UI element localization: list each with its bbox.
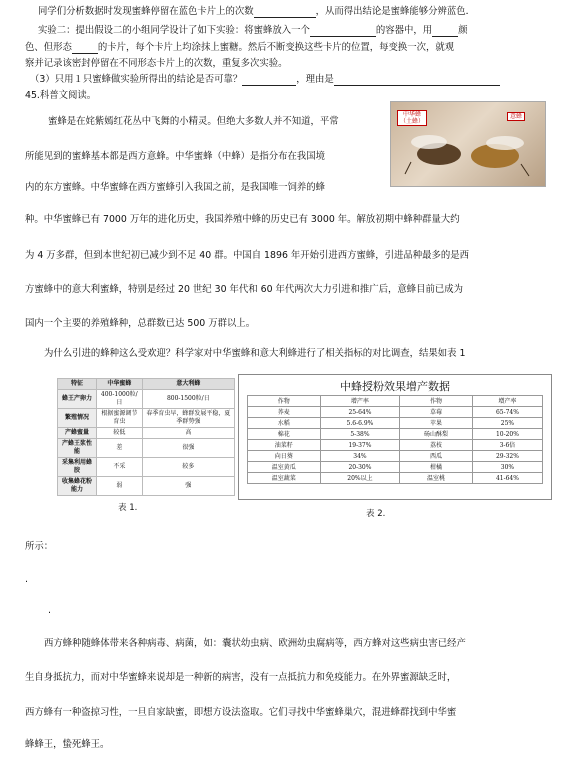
table-cell: 20-30%: [320, 462, 400, 473]
table-cell: 5.6-6.9%: [320, 418, 400, 429]
text-line-5: [30, 74, 500, 86]
table-row: [248, 429, 543, 440]
passage-line: 国内一个主要的养殖蜂种，总群数已达 500 万群以上。: [25, 318, 256, 329]
table-cell: 弱: [96, 477, 142, 496]
passage-line: 方蜜蜂中的意大利蜜蜂，特别是经过 20 世纪 30 年代和 60 年代两次大力引进和推广后，意蜂目前已成为: [25, 284, 464, 295]
table-cell: 砀山酥梨: [400, 429, 473, 440]
table-cell: 65-74%: [472, 407, 542, 418]
text-line-1: [38, 6, 475, 18]
text: ，理由是: [296, 74, 334, 85]
question-line: 为什么引进的蜂种这么受欢迎？科学家对中华蜜蜂和意大利蜂进行了相关指标的对比调查，结果如表 1: [44, 348, 466, 359]
comparison-table: [57, 378, 235, 496]
text: 颜: [458, 25, 468, 36]
text: ，从而得出结论是蜜蜂能够分辨蓝色．: [315, 6, 476, 17]
passage-line: 西方蜂种随蜂体带来各种病毒、病菌，如：囊状幼虫病、欧洲幼虫腐病等，西方蜂对这些病虫害已经产: [44, 638, 466, 649]
passage-line: 蜂蜂王，蛰死蜂王。: [25, 739, 110, 750]
table-cell: 苹果: [400, 418, 473, 429]
section-heading: 45.科普文阅读。: [25, 90, 97, 101]
table-cell: 柑橘: [400, 462, 473, 473]
blank[interactable]: [432, 26, 458, 37]
table-cell: 41-64%: [472, 473, 542, 484]
bee-label-left: 中华蜂 （土蜂）: [397, 110, 427, 126]
table-cell: 温室蔬菜: [248, 473, 321, 484]
table-cell: 不采: [96, 458, 142, 477]
table-cell: 3-6倍: [472, 440, 542, 451]
text-line-4: 察并记录该密封停留在不同形态卡片上的次数，重复多次实验。: [25, 58, 288, 69]
table-cell: 温室桃: [400, 473, 473, 484]
table-cell: 温室黄瓜: [248, 462, 321, 473]
passage-line: 西方蜂有一种盗掠习性，一旦自家缺蜜，即想方设法盗取。它们寻找中华蜜蜂巢穴，混进蜂群找到中华蜜: [25, 707, 457, 718]
table-cell: 产蜂蜜量: [58, 428, 97, 439]
table-cell: 很强: [142, 439, 234, 458]
bee-photo: [390, 101, 546, 187]
text-line-2: [38, 25, 468, 37]
passage-line: 内的东方蜜蜂。中华蜜蜂在西方蜜蜂引入我国之前，是我国唯一饲养的蜂: [25, 182, 326, 193]
table-cell: 差: [96, 439, 142, 458]
text-line-3: [25, 42, 454, 54]
passage-line: 蜜蜂是在姹紫嫣红花丛中飞舞的小精灵。但绝大多数人并不知道，平常: [48, 116, 339, 127]
table-header: 特征: [58, 379, 97, 390]
table-cell: 400-1000粒/日: [96, 390, 142, 409]
table-row: [248, 418, 543, 429]
blank[interactable]: [334, 75, 500, 86]
table-cell: 产蜂王浆性能: [58, 439, 97, 458]
table-row: [248, 473, 543, 484]
table-cell: 水稻: [248, 418, 321, 429]
table-cell: 较多: [142, 458, 234, 477]
table-cell: 春季育虫早，蜂群发展平稳，夏季群势强: [142, 409, 234, 428]
table-cell: 油菜籽: [248, 440, 321, 451]
yield-table-box: [238, 374, 552, 500]
table-cell: 30%: [472, 462, 542, 473]
table-header-row: [248, 396, 543, 407]
table-row: [248, 440, 543, 451]
table-cell: 蜂王产卵力: [58, 390, 97, 409]
passage-line: 生自身抵抗力，而对中华蜜蜂来说却是一种新的病害，没有一点抵抗力和免疫能力。在外界蜜源缺乏时，: [25, 672, 457, 683]
table-cell: 高: [142, 428, 234, 439]
table-cell: 采集利用蜂胶: [58, 458, 97, 477]
text: 的容器中，用: [375, 25, 433, 36]
table-cell: 25-64%: [320, 407, 400, 418]
table-row: [58, 477, 235, 496]
table-row: [248, 451, 543, 462]
table-cell: 强: [142, 477, 234, 496]
text: 的卡片，每个卡片上均涂抹上蜜糖。然后不断变换这些卡片的位置，每变换一次，就观: [97, 42, 455, 53]
table-header: 作物: [248, 396, 321, 407]
table-header: 增产率: [472, 396, 542, 407]
table-cell: 25%: [472, 418, 542, 429]
table-row: [58, 458, 235, 477]
table-cell: 向日葵: [248, 451, 321, 462]
text-line-shown: 所示：: [25, 541, 54, 552]
blank-line-marker: .: [48, 605, 51, 616]
table-row: [58, 390, 235, 409]
table-header-row: [58, 379, 235, 390]
text: 实验二：提出假设二的小组同学设计了如下实验：将蜜蜂放入一个: [38, 25, 310, 36]
table-cell: 800-1500粒/日: [142, 390, 234, 409]
table-cell: 34%: [320, 451, 400, 462]
table-cell: 西瓜: [400, 451, 473, 462]
yield-table-title: 中蜂授粉效果增产数据: [340, 380, 450, 393]
table-cell: 较低: [96, 428, 142, 439]
table-cell: 草莓: [400, 407, 473, 418]
blank[interactable]: [254, 7, 316, 18]
table-header: 意大利蜂: [142, 379, 234, 390]
blank-line-marker: .: [25, 574, 28, 585]
table-cell: 收集蜂花粉能力: [58, 477, 97, 496]
table-cell: 荞麦: [248, 407, 321, 418]
table-header: 中华蜜蜂: [96, 379, 142, 390]
blank[interactable]: [242, 75, 296, 86]
passage-line: 为 4 万多群，但到本世纪初已减少到不足 40 群。中国自 1896 年开始引进西方蜜蜂，引进品种最多的是西: [25, 250, 470, 261]
table-row: [58, 428, 235, 439]
table-header: 作物: [400, 396, 473, 407]
table-cell: 根据蜜源调节育虫: [96, 409, 142, 428]
passage-line: 所能见到的蜜蜂基本都是西方意蜂。中华蜜蜂（中蜂）是指分布在我国境: [25, 151, 326, 162]
yield-table: [247, 395, 543, 484]
table-cell: 29-32%: [472, 451, 542, 462]
table-cell: 荔枝: [400, 440, 473, 451]
passage-line: 种。中华蜜蜂已有 7000 万年的进化历史，我国养殖中蜂的历史已有 3000 年。解放初期中蜂种群量大约: [25, 214, 460, 225]
text: 色、但形态: [25, 42, 72, 53]
table-cell: 19-37%: [320, 440, 400, 451]
blank[interactable]: [72, 43, 98, 54]
table-header: 增产率: [320, 396, 400, 407]
table-cell: 20%以上: [320, 473, 400, 484]
table-cell: 棉花: [248, 429, 321, 440]
table-row: [58, 409, 235, 428]
table-row: [248, 407, 543, 418]
table-cell: 繁殖情况: [58, 409, 97, 428]
table-cell: 5-38%: [320, 429, 400, 440]
text: （3）只用１只蜜蜂做实验所得出的结论是否可靠？: [30, 74, 243, 85]
bee-label-right: 意蜂: [507, 112, 525, 121]
blank[interactable]: [310, 26, 376, 37]
table-cell: 10-20%: [472, 429, 542, 440]
table-row: [248, 462, 543, 473]
text: 同学们分析数据时发现蜜蜂停留在蓝色卡片上的次数: [38, 6, 254, 17]
table1-caption: 表 1.: [118, 503, 138, 513]
table2-caption: 表 2.: [366, 509, 386, 519]
table-row: [58, 439, 235, 458]
